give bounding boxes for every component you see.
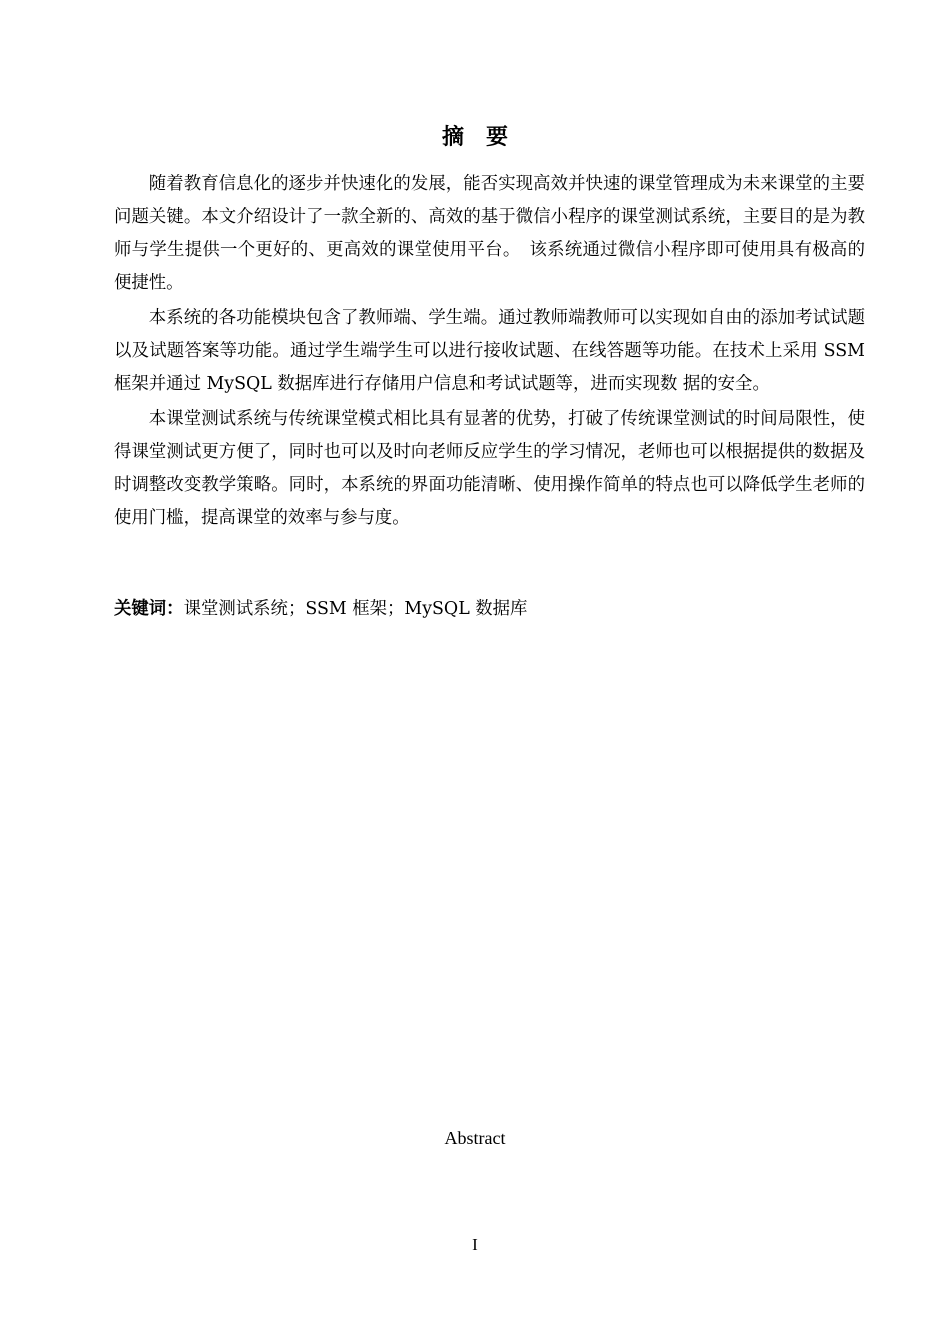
abstract-body xyxy=(114,168,865,537)
keyword-separator: ； xyxy=(386,599,405,619)
keyword-item: MySQL 数据库 xyxy=(404,599,528,619)
keywords-label: 关键词： xyxy=(114,599,184,619)
keyword-item: SSM 框架 xyxy=(305,599,387,619)
english-abstract-heading: Abstract xyxy=(444,1128,506,1148)
keyword-item: 课堂测试系统 xyxy=(183,599,288,619)
page-title: 摘 要 xyxy=(441,125,508,150)
keywords-line xyxy=(114,594,865,624)
page-number: I xyxy=(472,1235,478,1254)
abstract-paragraph-1: 随着教育信息化的逐步并快速化的发展，能否实现高效并快速的课堂管理成为未来课堂的主要问题关键。本文介绍设计了一款全新的、高效的基于微信小程序的课堂测试系统，主要目的是为教师与学生提供一个更好的、更高效的课堂使用平台。 该系统通过微信小程序即可使用具有极高的便捷性。 xyxy=(114,174,865,293)
abstract-paragraph-3: 本课堂测试系统与传统课堂模式相比具有显著的优势，打破了传统课堂测试的时间局限性，使得课堂测试更方便了，同时也可以及时向老师反应学生的学习情况，老师也可以根据提供的数据及时调整改变教学策略。同时，本系统的界面功能清晰、使用操作简单的特点也可以降低学生老师的使用门槛，提高课堂的效率与参与度。 xyxy=(114,409,865,528)
abstract-paragraph-2: 本系统的各功能模块包含了教师端、学生端。通过教师端教师可以实现如自由的添加考试试题以及试题答案等功能。通过学生端学生可以进行接收试题、在线答题等功能。在技术上采用 SSM 框架并通过 MySQL 数据库进行存储用户信息和考试试题等，进而实现数 据的安全。 xyxy=(114,308,865,394)
keyword-separator: ； xyxy=(287,599,306,619)
